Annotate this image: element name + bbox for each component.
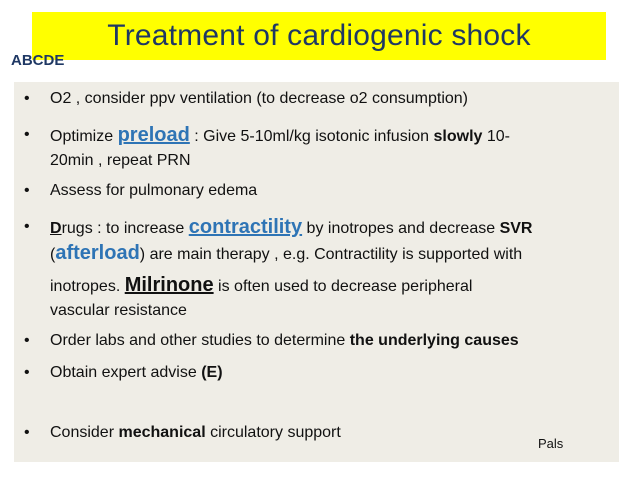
emphasized-text: Milrinone <box>124 274 214 296</box>
text-segment: : Give 5-10ml/kg isotonic infusion <box>189 128 434 145</box>
text-segment: ) are main therapy , e.g. Contractility is supported with <box>139 246 523 263</box>
text-segment: vascular resistance <box>50 302 187 319</box>
bullet-text-line <box>50 330 519 352</box>
bullet-text-line <box>50 216 532 240</box>
text-segment: Obtain expert advise <box>50 364 202 381</box>
emphasized-text: afterload <box>55 242 140 264</box>
bullet-text-line <box>50 300 187 322</box>
text-segment: is often used to decrease peripheral <box>213 278 473 295</box>
emphasized-text: (E) <box>201 364 223 381</box>
bullet-marker: • <box>24 126 30 143</box>
emphasized-text: preload <box>117 124 190 146</box>
text-segment: circulatory support <box>205 424 341 441</box>
content-box <box>14 82 619 462</box>
emphasized-text: slowly <box>433 128 483 145</box>
emphasized-text: the underlying causes <box>349 332 519 349</box>
footnote-pals: Pals <box>538 436 564 451</box>
bullet-marker: • <box>24 424 30 441</box>
bullet-text-line <box>50 274 472 298</box>
text-segment: Consider <box>50 424 119 441</box>
bullet-marker: • <box>24 90 30 107</box>
emphasized-text: mechanical <box>118 424 206 441</box>
text-segment: Optimize <box>50 128 118 145</box>
text-segment: by inotropes and decrease <box>302 220 500 237</box>
bullet-text-line <box>50 124 510 148</box>
abcde-label: ABCDE <box>11 52 65 69</box>
title-banner <box>32 12 606 60</box>
bullet-text-line <box>50 150 191 172</box>
emphasized-text: D <box>50 220 62 237</box>
bullet-text-line <box>50 422 341 444</box>
bullet-marker: • <box>24 332 30 349</box>
emphasized-text: contractility <box>188 216 303 238</box>
text-segment: O2 , consider ppv ventilation (to decrease o2 consumption) <box>50 90 469 107</box>
bullet-marker: • <box>24 182 30 199</box>
text-segment: rugs : to increase <box>61 220 189 237</box>
text-segment: Order labs and other studies to determine <box>50 332 350 349</box>
slide-title: Treatment of cardiogenic shock <box>107 19 531 52</box>
bullet-text-line <box>50 242 522 266</box>
bullet-text-line <box>50 88 468 110</box>
text-segment: 20min , repeat PRN <box>50 152 191 169</box>
text-segment: Assess for pulmonary edema <box>50 182 258 199</box>
bullet-text-line <box>50 180 257 202</box>
bullet-text-line <box>50 362 223 384</box>
text-segment: inotropes. <box>50 278 125 295</box>
emphasized-text: SVR <box>499 220 533 237</box>
bullet-marker: • <box>24 364 30 381</box>
text-segment: ( <box>50 246 56 263</box>
bullet-marker: • <box>24 218 30 235</box>
text-segment: 10- <box>482 128 510 145</box>
